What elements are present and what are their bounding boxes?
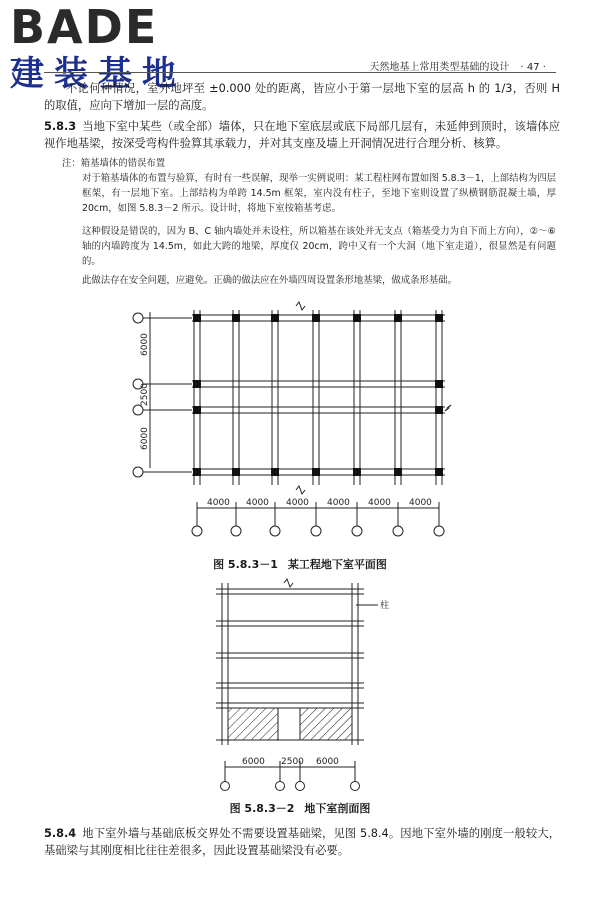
dim-x-5: 4000: [368, 498, 391, 508]
running-header: [361, 58, 546, 73]
section-number: 5.8.3: [44, 120, 77, 133]
logo-cjk: 建装基地: [10, 54, 186, 94]
intro-paragraph: 不论何种情况，室外地坪至 ±0.000 处的距离，皆应小于第一层地下室的层高 h 的 1/3，否则 H 的取值，应向下增加一层的高度。: [44, 82, 560, 112]
note-paragraph-1: 对于箱基墙体的布置与验算，有时有一些误解，现举一实例说明：某工程柱网布置如图 5.8.3－1，上部结构为四层框架，有一层地下室。上部结构为单跨 14.5m 框架，室内没有柱子，至地下室则设置了纵横钢筋混凝土墙，厚 20cm，如图 5.8.3－2 所示。设计时，将地下室按箱基考虑。: [82, 173, 556, 214]
figure-2-title: 地下室剖面图: [304, 802, 371, 815]
note-paragraph-3: 此做法存在安全问题，应避免。正确的做法应在外墙四周设置条形地基梁，做成条形基础。: [82, 275, 458, 286]
figure-1-caption: [0, 556, 600, 572]
section-text: 地下室外墙与基础底板交界处不需要设置基础梁，见图 5.8.4。因地下室外墙的刚度一般较大，基础梁与其刚度相比往往差很多，因此设置基础梁没有必要。: [44, 827, 560, 857]
page-number: · 47 ·: [520, 62, 546, 73]
note-title: 注：箱基墙体的错误布置: [62, 158, 166, 169]
section-dim-x-3: 6000: [316, 757, 339, 767]
section-5-8-4: [44, 825, 560, 859]
dim-x-1: 4000: [207, 498, 230, 508]
section-text: 当地下室中某些（或全部）墙体，只在地下室底层或底下局部几层有，未延伸到顶时，该墙体应视作地基梁，按深受弯构件验算其承载力，并对其支座及墙上开洞情况进行合理分析、核算。: [44, 120, 560, 150]
dim-y-3: 6000: [140, 427, 150, 450]
logo-latin: BADE: [10, 0, 159, 54]
figure-section: [0, 575, 600, 795]
dim-x-6: 4000: [409, 498, 432, 508]
section-dim-x-1: 6000: [242, 757, 265, 767]
dim-y-2: 2500: [140, 383, 150, 406]
dim-y-1: 6000: [140, 333, 150, 356]
dim-x-2: 4000: [246, 498, 269, 508]
header-rule: [44, 72, 556, 73]
dim-x-3: 4000: [286, 498, 309, 508]
figure-1-number: 图 5.8.3－1: [213, 558, 278, 571]
dim-x-4: 4000: [327, 498, 350, 508]
column-label: 柱: [380, 601, 390, 611]
section-dim-x-2: 2500: [281, 757, 304, 767]
figure-2-caption: [0, 800, 600, 816]
section-5-8-3: [44, 118, 560, 152]
section-number: 5.8.4: [44, 827, 77, 840]
figure-2-number: 图 5.8.3－2: [229, 802, 295, 815]
figure-plan: [0, 300, 600, 550]
running-title: 天然地基上常用类型基础的设计: [369, 62, 510, 73]
figure-1-title: 某工程地下室平面图: [287, 558, 387, 571]
note-paragraph-2: 这种假设是错误的，因为 B、C 轴内墙处并未设柱，所以箱基在该处并无支点（箱基受力为自下而上方向），②～⑥轴的内墙跨度为 14.5m，如此大跨的地梁，厚度仅 20cm，跨中又有一个大洞（地下室走道），很显然是有问题的。: [82, 226, 556, 267]
